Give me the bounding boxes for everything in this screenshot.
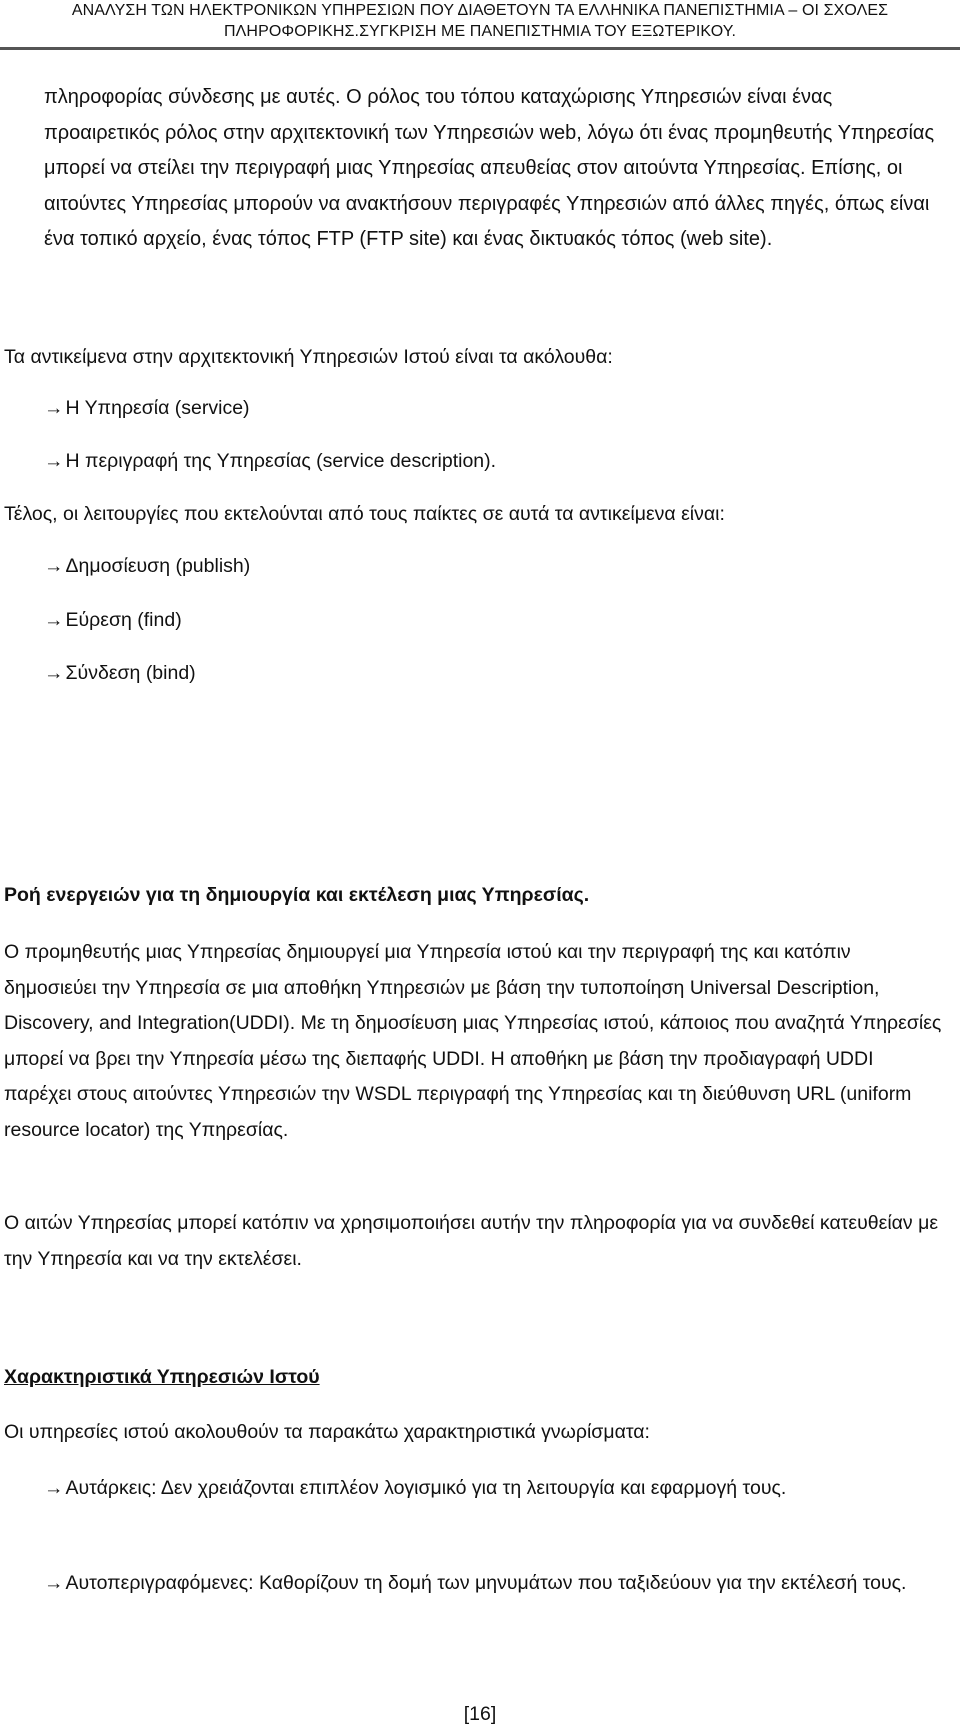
object-item-label: Η Υπηρεσία (service) (65, 397, 250, 419)
running-header-line-1: ΑΝΑΛΥΣΗ ΤΩΝ ΗΛΕΚΤΡΟΝΙΚΩΝ ΥΠΗΡΕΣΙΩΝ ΠΟΥ ΔΙΑΘΕΤΟΥΝ ΤΑ ΕΛΛΗΝΙΚΑ ΠΑΝΕΠΙΣΤΗΜΙΑ – ΟΙ ΣΧΟΛΕΣ (71, 2, 889, 19)
object-item-service (44, 391, 924, 427)
header-rule (0, 47, 960, 50)
operation-item-label: Δημοσίευση (publish) (65, 555, 251, 577)
features-heading: Χαρακτηριστικά Υπηρεσιών Ιστού (4, 1366, 320, 1388)
operation-item-label: Σύνδεση (bind) (65, 662, 196, 684)
feature-item-self-contained (44, 1471, 924, 1507)
arrow-icon: → (44, 450, 64, 472)
feature-item-self-describing (44, 1566, 924, 1602)
intro-paragraph: πληροφορίας σύνδεσης με αυτές. Ο ρόλος του τόπου καταχώρισης Υπηρεσιών είναι ένας προαιρετικός ρόλος στην αρχιτεκτονική των Υπηρεσιών web, λόγω ότι ένας προμηθευτής Υπηρεσίας μπορεί να στείλει την περιγραφή μιας Υπηρεσίας απευθείας στον αιτούντα Υπηρεσίας. Επίσης, οι αιτούντες Υπηρεσίας μπορούν να ανακτήσουν περιγραφές Υπηρεσιών από άλλες πηγές, όπως είναι ένα τοπικό αρχείο, ένας τόπος FTP (FTP site) και ένας δικτυακός τόπος (web site). (44, 86, 935, 250)
operation-item-bind (44, 656, 924, 692)
arrow-icon: → (44, 555, 64, 577)
operation-item-label: Εύρεση (find) (65, 609, 182, 631)
object-item-description (44, 444, 924, 480)
arrow-icon: → (44, 397, 64, 419)
arrow-icon: → (44, 662, 64, 684)
operation-item-publish (44, 549, 924, 585)
operations-intro: Τέλος, οι λειτουργίες που εκτελούνται από τους παίκτες σε αυτά τα αντικείμενα είναι: (4, 503, 725, 525)
flow-paragraph-1: Ο προμηθευτής μιας Υπηρεσίας δημιουργεί μια Υπηρεσία ιστού και την περιγραφή της και κατόπιν δημοσιεύει την Υπηρεσία σε μια αποθήκη Υπηρεσιών με βάση την τυποποίηση Universal Description, Discovery, and Integration(UDDI). Με τη δημοσίευση μιας Υπηρεσίας ιστού, κάποιος που αναζητά Υπηρεσίες μπορεί να βρει την Υπηρεσία μέσω της διεπαφής UDDI. Η αποθήκη με βάση την προδιαγραφή UDDI παρέχει στους αιτούντες Υπηρεσιών την WSDL περιγραφή της Υπηρεσίας και τη διεύθυνση URL (uniform resource locator) της Υπηρεσίας. (4, 941, 942, 1141)
flow-paragraph-2: Ο αιτών Υπηρεσίας μπορεί κατόπιν να χρησιμοποιήσει αυτήν την πληροφορία για να συνδεθεί κατευθείαν με την Υπηρεσία και να την εκτελέσει. (4, 1212, 939, 1270)
arrow-icon: → (44, 1572, 64, 1594)
object-item-label: Η περιγραφή της Υπηρεσίας (service description). (65, 450, 497, 472)
running-header (0, 0, 960, 50)
feature-item-label: Αυτάρκεις: Δεν χρειάζονται επιπλέον λογισμικό για τη λειτουργία και εφαρμογή τους. (65, 1477, 787, 1499)
page-number: [16] (463, 1703, 497, 1725)
features-intro: Οι υπηρεσίες ιστού ακολουθούν τα παρακάτω χαρακτηριστικά γνωρίσματα: (4, 1421, 650, 1443)
flow-heading: Ροή ενεργειών για τη δημιουργία και εκτέλεση μιας Υπηρεσίας. (4, 884, 590, 906)
running-header-line-2: ΠΛΗΡΟΦΟΡΙΚΗΣ.ΣΥΓΚΡΙΣΗ ΜΕ ΠΑΝΕΠΙΣΤΗΜΙΑ ΤΟΥ ΕΞΩΤΕΡΙΚΟΥ. (223, 23, 736, 40)
operation-item-find (44, 603, 924, 639)
objects-intro: Τα αντικείμενα στην αρχιτεκτονική Υπηρεσιών Ιστού είναι τα ακόλουθα: (4, 346, 613, 368)
arrow-icon: → (44, 1477, 64, 1499)
feature-item-label: Αυτοπεριγραφόμενες: Καθορίζουν τη δομή των μηνυμάτων που ταξιδεύουν για την εκτέλεσή τους. (65, 1572, 907, 1594)
arrow-icon: → (44, 609, 64, 631)
